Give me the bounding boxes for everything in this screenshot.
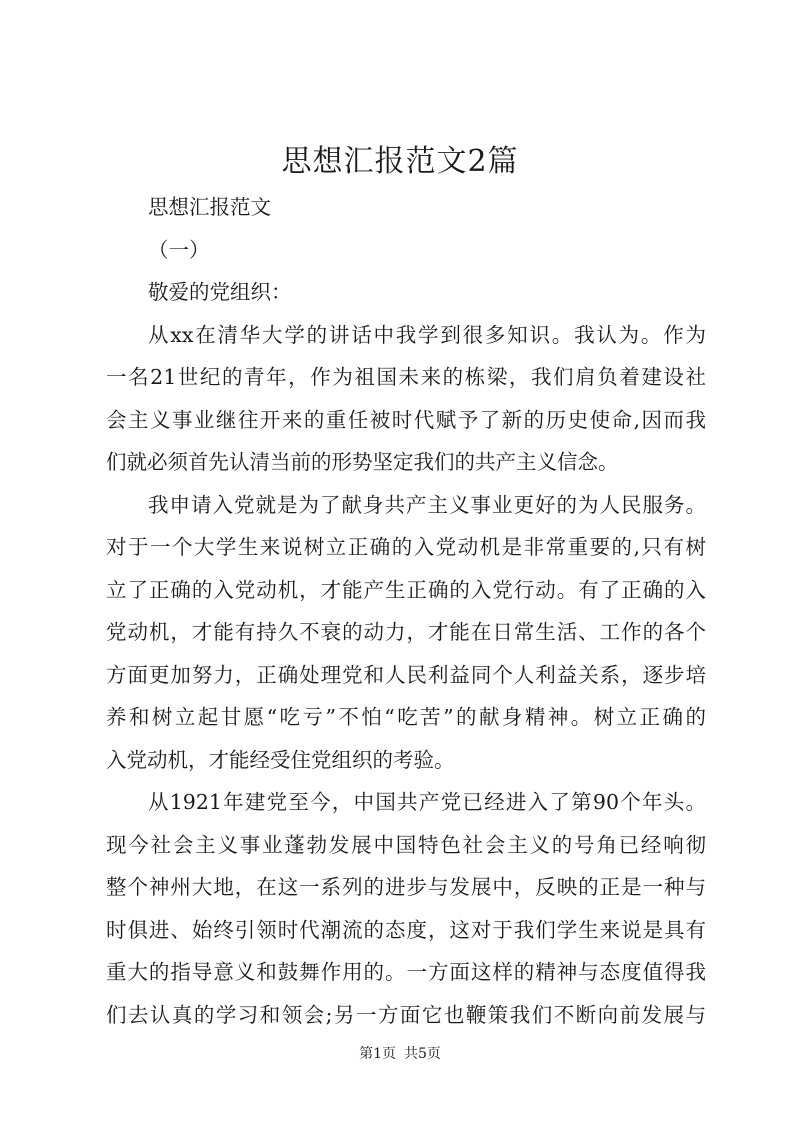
paragraph-line: 重大的指导意义和鼓舞作用的。一方面这样的精神与态度值得我 — [106, 960, 706, 984]
page-total: 共5页 — [404, 1046, 441, 1062]
section-number: （一） — [148, 237, 210, 262]
document-title: 思想汇报范文2篇 — [281, 144, 519, 179]
paragraph-line: 从1921年建党至今，中国共产党已经进入了第90个年头。 — [148, 790, 706, 814]
paragraph-line: 从xx在清华大学的讲话中我学到很多知识。我认为。作为 — [148, 322, 706, 347]
paragraph-line: 一名21世纪的青年，作为祖国未来的栋梁，我们肩负着建设社 — [106, 365, 706, 389]
paragraph-line: 时俱进、始终引领时代潮流的态度，这对于我们学生来说是具有 — [106, 917, 706, 942]
paragraph-line: 我申请入党就是为了献身共产主义事业更好的为人民服务。 — [148, 492, 706, 517]
document-body — [106, 186, 706, 1036]
paragraph-line: 现今社会主义事业蓬勃发展中国特色社会主义的号角已经响彻 — [106, 832, 706, 857]
paragraph-line: 们就必须首先认清当前的形势坚定我们的共产主义信念。 — [106, 450, 619, 474]
paragraph-line: 对于一个大学生来说树立正确的入党动机是非常重要的,只有树 — [106, 535, 706, 559]
section-heading: 思想汇报范文 — [148, 195, 271, 219]
paragraph-line: 党动机，才能有持久不衰的动力，才能在日常生活、工作的各个 — [106, 620, 706, 644]
paragraph-line: 养和树立起甘愿“吃亏”不怕“吃苦”的献身精神。树立正确的 — [106, 705, 706, 729]
paragraph-line: 方面更加努力，正确处理党和人民利益同个人利益关系，逐步培 — [106, 662, 706, 687]
paragraph-line: 整个神州大地，在这一系列的进步与发展中，反映的正是一种与 — [106, 875, 706, 899]
paragraph-line: 立了正确的入党动机，才能产生正确的入党行动。有了正确的入 — [106, 577, 706, 602]
page-number: 第1页 — [359, 1046, 396, 1062]
page-footer — [0, 1044, 800, 1064]
paragraph-line: 会主义事业继往开来的重任被时代赋予了新的历史使命,因而我 — [106, 407, 706, 432]
salutation: 敬爱的党组织： — [148, 280, 292, 304]
paragraph-line: 们去认真的学习和领会;另一方面它也鞭策我们不断向前发展与 — [106, 1002, 706, 1027]
paragraph-line: 入党动机，才能经受住党组织的考验。 — [106, 747, 455, 772]
